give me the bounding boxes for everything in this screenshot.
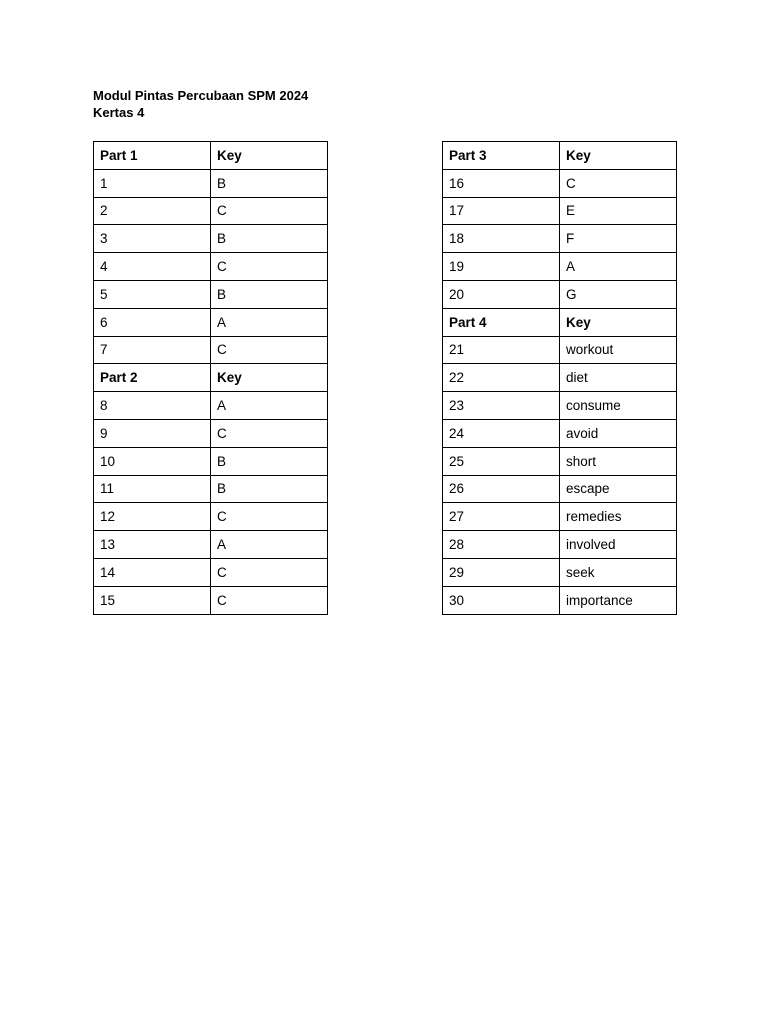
- table-row: [94, 197, 328, 225]
- answer-key: B: [211, 169, 328, 197]
- table-row: [443, 419, 677, 447]
- question-number: 9: [94, 419, 211, 447]
- table-row: [94, 586, 328, 614]
- table-row: [443, 475, 677, 503]
- question-number: 10: [94, 447, 211, 475]
- question-number: 12: [94, 503, 211, 531]
- part-label: Part 3: [443, 142, 560, 170]
- question-number: 11: [94, 475, 211, 503]
- answer-key: avoid: [560, 419, 677, 447]
- key-header: Key: [211, 364, 328, 392]
- document-subtitle: Kertas 4: [93, 105, 145, 120]
- question-number: 6: [94, 308, 211, 336]
- answer-key: A: [211, 531, 328, 559]
- answer-key: workout: [560, 336, 677, 364]
- table-row: [94, 475, 328, 503]
- answer-key: importance: [560, 586, 677, 614]
- question-number: 25: [443, 447, 560, 475]
- answer-key: A: [211, 308, 328, 336]
- answer-key-table-right: [442, 141, 677, 615]
- question-number: 30: [443, 586, 560, 614]
- table-row: [443, 531, 677, 559]
- table-row: [94, 531, 328, 559]
- question-number: 1: [94, 169, 211, 197]
- answer-key: B: [211, 225, 328, 253]
- question-number: 7: [94, 336, 211, 364]
- table-row: [94, 225, 328, 253]
- answer-key: C: [211, 419, 328, 447]
- question-number: 4: [94, 253, 211, 281]
- question-number: 16: [443, 169, 560, 197]
- table-row: [443, 197, 677, 225]
- table-row: [94, 336, 328, 364]
- answer-key: E: [560, 197, 677, 225]
- table-row: [94, 558, 328, 586]
- question-number: 19: [443, 253, 560, 281]
- answer-key: C: [211, 197, 328, 225]
- part-label: Part 4: [443, 308, 560, 336]
- question-number: 15: [94, 586, 211, 614]
- question-number: 13: [94, 531, 211, 559]
- question-number: 28: [443, 531, 560, 559]
- answer-key: C: [211, 558, 328, 586]
- key-header: Key: [560, 142, 677, 170]
- answer-key: B: [211, 447, 328, 475]
- question-number: 20: [443, 280, 560, 308]
- answer-key: C: [560, 169, 677, 197]
- table-row: [443, 447, 677, 475]
- table-row: [443, 392, 677, 420]
- question-number: 3: [94, 225, 211, 253]
- key-header: Key: [211, 142, 328, 170]
- answer-key: B: [211, 475, 328, 503]
- answer-key: remedies: [560, 503, 677, 531]
- table-row: [443, 586, 677, 614]
- answer-key: G: [560, 280, 677, 308]
- answer-key: B: [211, 280, 328, 308]
- table-row: [443, 225, 677, 253]
- document-title: Modul Pintas Percubaan SPM 2024: [93, 88, 309, 103]
- answer-key-table-right-body: [443, 142, 677, 615]
- answer-key: A: [560, 253, 677, 281]
- question-number: 21: [443, 336, 560, 364]
- question-number: 27: [443, 503, 560, 531]
- answer-key: escape: [560, 475, 677, 503]
- section-header-row: [94, 142, 328, 170]
- question-number: 22: [443, 364, 560, 392]
- question-number: 23: [443, 392, 560, 420]
- question-number: 17: [443, 197, 560, 225]
- section-header-row: [94, 364, 328, 392]
- question-number: 29: [443, 558, 560, 586]
- part-label: Part 2: [94, 364, 211, 392]
- table-row: [443, 503, 677, 531]
- answer-key: F: [560, 225, 677, 253]
- answer-key: involved: [560, 531, 677, 559]
- answer-key: seek: [560, 558, 677, 586]
- table-row: [443, 558, 677, 586]
- section-header-row: [443, 308, 677, 336]
- table-row: [94, 503, 328, 531]
- table-row: [94, 169, 328, 197]
- section-header-row: [443, 142, 677, 170]
- table-row: [94, 419, 328, 447]
- table-row: [443, 336, 677, 364]
- answer-key: diet: [560, 364, 677, 392]
- table-row: [443, 253, 677, 281]
- table-row: [94, 392, 328, 420]
- question-number: 2: [94, 197, 211, 225]
- question-number: 14: [94, 558, 211, 586]
- question-number: 24: [443, 419, 560, 447]
- question-number: 26: [443, 475, 560, 503]
- table-row: [94, 447, 328, 475]
- key-header: Key: [560, 308, 677, 336]
- table-row: [94, 253, 328, 281]
- answer-key: C: [211, 253, 328, 281]
- question-number: 8: [94, 392, 211, 420]
- document-heading: [93, 87, 308, 121]
- table-row: [443, 280, 677, 308]
- answer-key: C: [211, 503, 328, 531]
- table-row: [94, 280, 328, 308]
- answer-key: short: [560, 447, 677, 475]
- answer-key-table-left: [93, 141, 328, 615]
- answer-key: C: [211, 586, 328, 614]
- question-number: 18: [443, 225, 560, 253]
- table-row: [94, 308, 328, 336]
- answer-key: consume: [560, 392, 677, 420]
- table-row: [443, 364, 677, 392]
- part-label: Part 1: [94, 142, 211, 170]
- table-row: [443, 169, 677, 197]
- answer-key: C: [211, 336, 328, 364]
- answer-key: A: [211, 392, 328, 420]
- answer-key-table-left-body: [94, 142, 328, 615]
- question-number: 5: [94, 280, 211, 308]
